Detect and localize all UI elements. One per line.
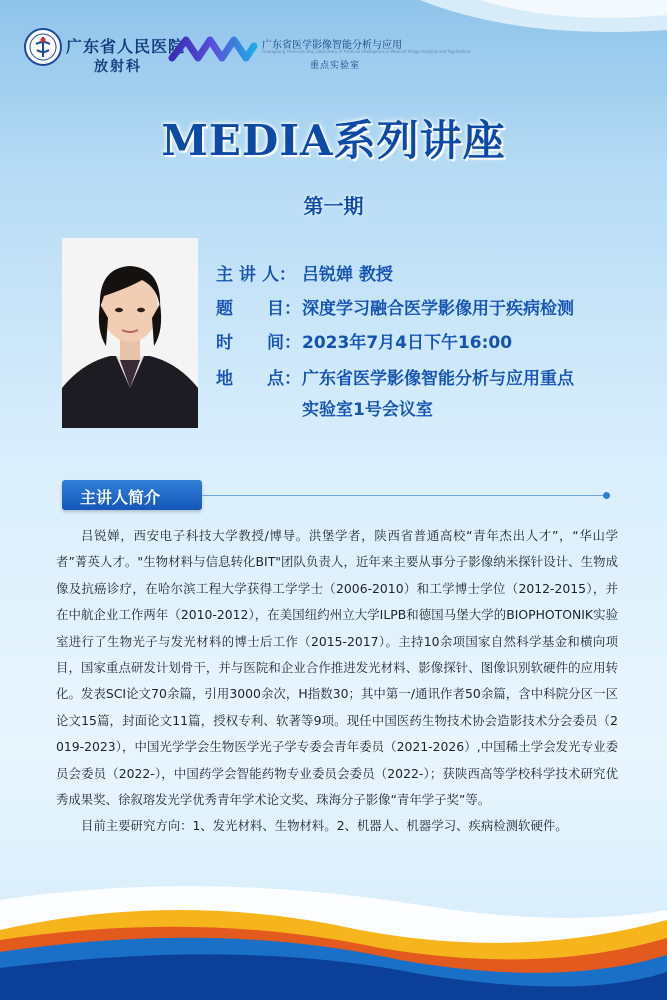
place-label: 地 点： [216, 369, 301, 389]
topic-label: 题 目： [216, 299, 301, 319]
bio-paragraph-1: 吕锐婵，西安电子科技大学教授/博导。洪堡学者，陕西省普通高校“青年杰出人才”，“华山学者”菁英人才。"生物材料与信息转化BIT"团队负责人，近年来主要从事分子影像纳米探针设计、生物成像及抗癌诊疗，在哈尔滨工程大学获得工学学士（2006-2010）和工学博士学位（2012-2015），并在中航企业工作两年（2010-2012），在美国纽约州立大学ILPB和德国马堡大学的BIOPHOTONIK实验室进行了生物光子与发光材料的博士后工作（2015-2017）。主持10余项国家自然科学基金和横向项目，国家重点研发计划骨干，并与医院和企业合作推进发光材料、影像探针、图像识别软硬件的应用转化。发表SCI论文70余篇，引用3000余次，H指数30；其中第一/通讯作者50余篇，含中科院分区一区论文15篇，封面论文11篇，授权专利、软著等9项。现任中国医药生物技术协会造影技术分会委员（2019-2023），中国光学学会生物医学光子学专委会青年委员（2021-2026）,中国稀土学会发光专业委员会委员（2022-），中国药学会智能药物专业委员会委员（2022-）；获陕西高等学校科学技术研究优秀成果奖、徐叙瑢发光学优秀青年学术论文奖、珠海分子影像“青年学子奖”等。 [56, 528, 618, 808]
speaker-biography [56, 523, 618, 840]
poster-title: MEDIA系列讲座 [161, 116, 506, 165]
issue-number: 第一期 [303, 194, 364, 218]
lab-logo-icon [168, 32, 258, 66]
time-value: 2023年7月4日下午16:00 [302, 333, 513, 353]
place-row [216, 364, 574, 420]
topic-value: 深度学习融合医学影像用于疾病检测 [302, 299, 574, 319]
place-value-line2: 实验室1号会议室 [302, 400, 433, 420]
speaker-label: 主 讲 人： [216, 265, 296, 285]
speaker-photo [62, 238, 198, 428]
place-value-line1: 广东省医学影像智能分析与应用重点 [302, 369, 574, 389]
lab-name-english: Guangdong Provincial Key Laboratory of Artificial Intelligence in Medical Image Analysis and Application [262, 49, 471, 54]
section-divider-dot [603, 492, 610, 499]
hospital-logo-icon [24, 28, 62, 66]
speaker-row [216, 260, 393, 285]
hospital-name: 广东省人民医院 [66, 37, 186, 56]
header [0, 0, 667, 90]
section-divider [202, 495, 605, 496]
lab-name: 广东省医学影像智能分析与应用 [262, 40, 402, 51]
speaker-value: 吕锐婵 教授 [302, 265, 393, 285]
topic-row [216, 294, 574, 319]
bio-paragraph-2: 目前主要研究方向：1、发光材料、生物材料。2、机器人、机器学习、疾病检测软硬件。 [81, 818, 568, 834]
department-name: 放射科 [94, 59, 142, 75]
section-header [62, 480, 202, 510]
section-title: 主讲人简介 [80, 488, 161, 507]
bottom-wave-decoration [0, 860, 667, 1000]
lab-name-line2: 重点实验室 [310, 61, 361, 71]
time-label: 时 间： [216, 333, 301, 353]
time-row [216, 328, 512, 353]
